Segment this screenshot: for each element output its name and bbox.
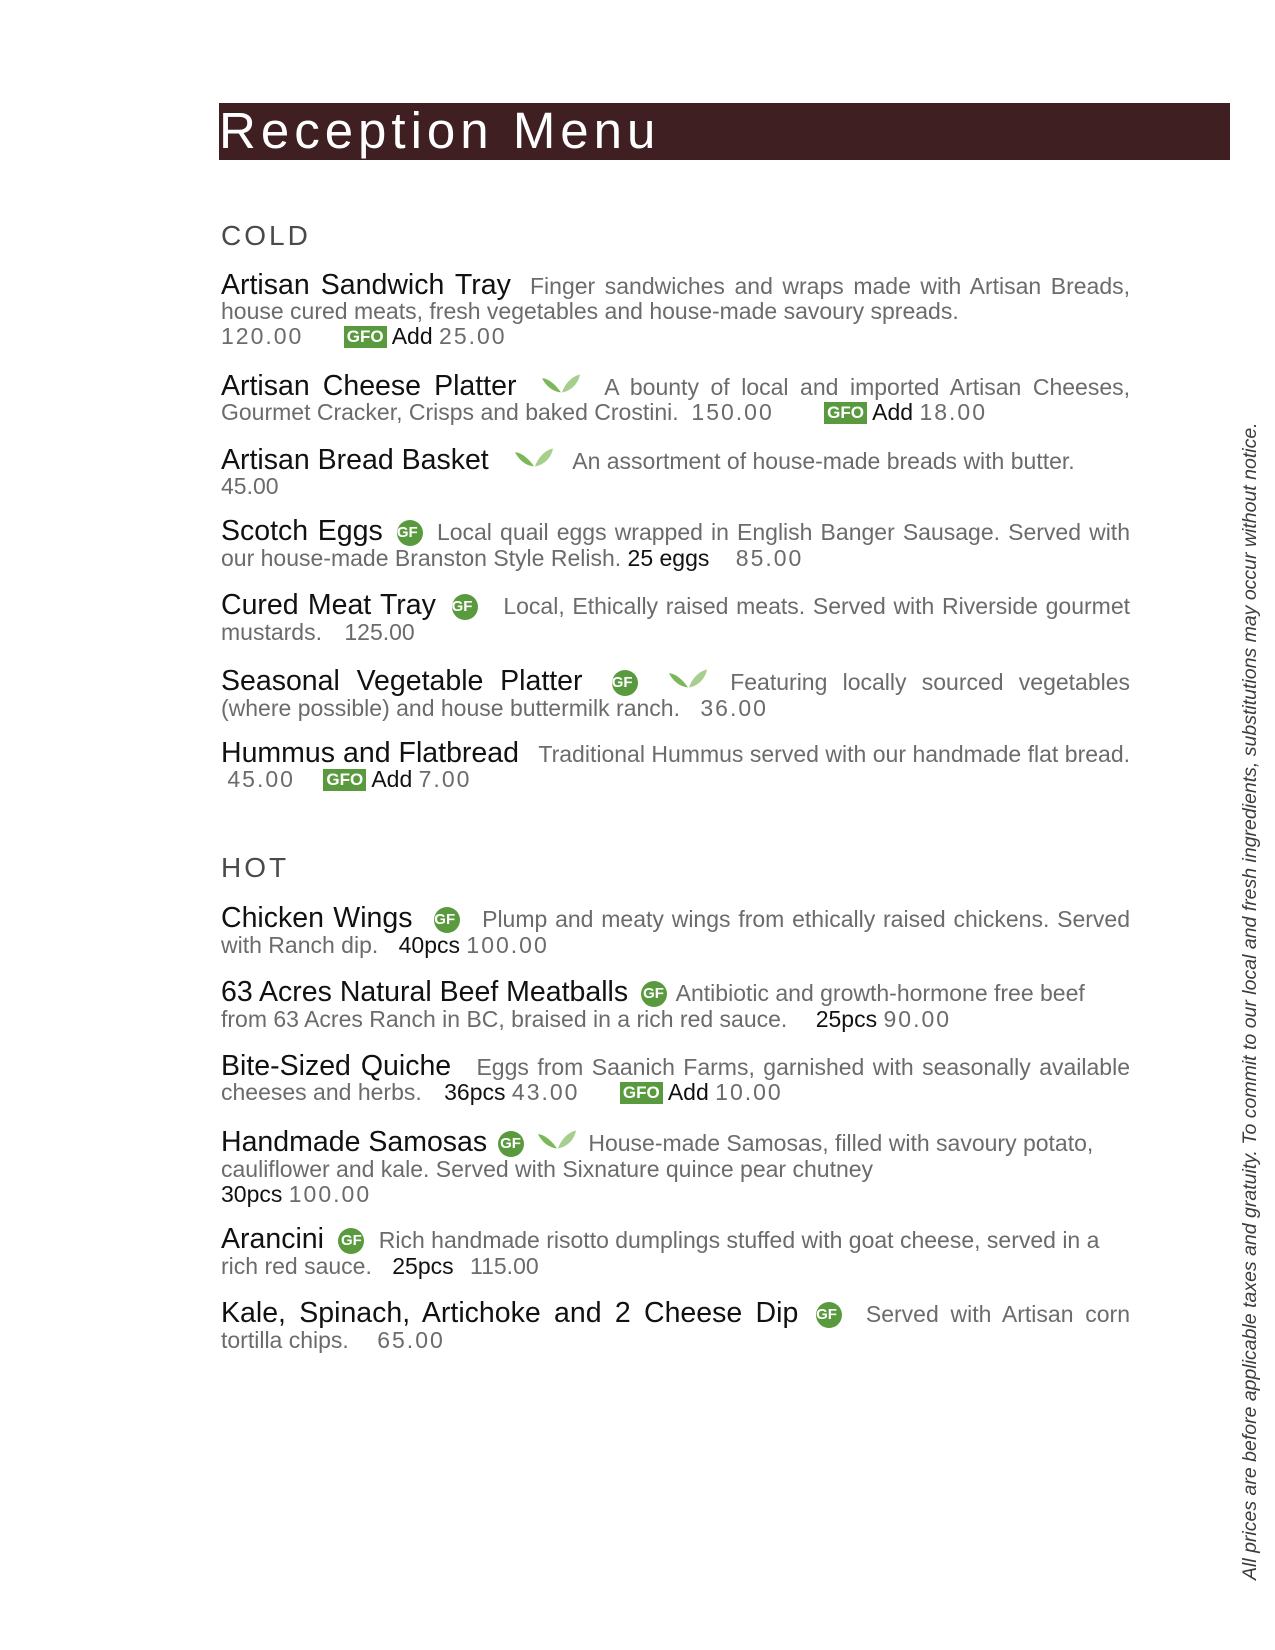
item-name: Scotch Eggs (221, 515, 383, 547)
item-price: 65.00 (377, 1327, 445, 1353)
item-description: Served with Artisan corn tortilla chips. (221, 1301, 1131, 1353)
addon-price: 25.00 (439, 323, 507, 349)
section-heading-cold: COLD (221, 220, 311, 251)
item-price: 115.00 (470, 1253, 539, 1279)
addon-label: Add (371, 766, 413, 792)
item-count: 40pcs (398, 932, 461, 958)
item-description: Antibiotic and growth-hormone free beef from 63 Acres Ranch in BC, braised in a rich red sauce. (221, 980, 1085, 1032)
leaf-icon (669, 667, 707, 689)
menu-item (221, 269, 1131, 349)
item-price: 100.00 (466, 932, 549, 958)
page-title: Reception Menu (219, 102, 661, 159)
menu-item (221, 902, 1131, 958)
item-price: 120.00 (221, 323, 304, 349)
item-name: Chicken Wings (221, 902, 413, 934)
item-description: An assortment of house-made breads with butter. (572, 448, 1075, 474)
item-price: 43.00 (511, 1079, 580, 1105)
item-description: Featuring locally sourced vegetables (where possible) and house buttermilk ranch. (221, 669, 1131, 721)
menu-item (221, 976, 1130, 1032)
item-count: 25pcs (392, 1253, 454, 1279)
item-name: Cured Meat Tray (221, 589, 436, 621)
item-name: Seasonal Vegetable Platter (221, 665, 583, 697)
menu-item (221, 589, 1131, 645)
gf-icon: GF (397, 520, 423, 546)
item-name: Artisan Cheese Platter (221, 370, 517, 402)
addon-label: Add (667, 1079, 709, 1105)
item-price: 100.00 (288, 1181, 372, 1207)
item-name: Handmade Samosas (221, 1126, 488, 1158)
item-name: Hummus and Flatbread (221, 737, 519, 769)
gfo-icon: GFO (344, 326, 387, 348)
item-name: Artisan Bread Basket (221, 444, 489, 476)
item-count: 25 eggs (627, 545, 710, 571)
gf-icon: GF (434, 907, 460, 933)
menu-item (221, 446, 1130, 499)
item-price: 45.00 (227, 766, 295, 792)
item-count: 30pcs (221, 1181, 283, 1207)
menu-item (221, 737, 1130, 792)
gf-icon: GF (452, 594, 478, 620)
gf-icon: GF (612, 670, 638, 696)
menu-item (221, 667, 1130, 721)
item-description: Finger sandwiches and wraps made with Artisan Breads, house cured meats, fresh vegetables and house-made savoury spreads. (221, 273, 1131, 324)
addon-price: 18.00 (919, 399, 988, 425)
menu-item (221, 515, 1130, 571)
item-count: 25pcs (815, 1006, 878, 1032)
item-name: Kale, Spinach, Artichoke and 2 Cheese Dip (221, 1297, 799, 1329)
item-price: 85.00 (735, 545, 804, 571)
item-description: Plump and meaty wings from ethically raised chickens. Served with Ranch dip. (221, 906, 1131, 958)
gfo-icon: GFO (620, 1082, 663, 1104)
item-price: 45.00 (221, 473, 279, 499)
item-price: 125.00 (344, 619, 415, 645)
addon-price: 10.00 (715, 1079, 783, 1105)
item-description: Local, Ethically raised meats. Served with Riverside gourmet mustards. (221, 593, 1131, 645)
item-description: Local quail eggs wrapped in English Banger Sausage. Served with our house-made Branston Style Relish. (221, 519, 1130, 571)
item-description: Rich handmade risotto dumplings stuffed with goat cheese, served in a rich red sauce. (221, 1227, 1100, 1279)
item-price: 36.00 (700, 695, 768, 721)
menu-item (221, 1128, 1130, 1207)
menu-item (221, 1223, 1130, 1279)
section-heading-hot: HOT (221, 852, 290, 883)
leaf-icon (515, 446, 553, 468)
item-name: Bite-Sized Quiche (221, 1050, 452, 1082)
leaf-icon (542, 372, 580, 394)
item-description: A bounty of local and imported Artisan Cheeses, Gourmet Cracker, Crisps and baked Crostini. (221, 374, 1131, 425)
addon-label: Add (391, 323, 433, 349)
item-name: 63 Acres Natural Beef Meatballs (221, 976, 629, 1008)
addon-price: 7.00 (418, 766, 472, 792)
gfo-icon: GFO (323, 769, 366, 791)
addon-label: Add (872, 399, 914, 425)
gf-icon: GF (816, 1302, 842, 1328)
item-price: 150.00 (691, 399, 774, 425)
item-name: Artisan Sandwich Tray (221, 269, 511, 301)
price-disclaimer: All prices are before applicable taxes and gratuity. To commit to our local and fresh ingredients, substitutions may occur without notice. (1239, 422, 1261, 1580)
gf-icon: GF (498, 1131, 524, 1157)
item-price: 90.00 (883, 1006, 952, 1032)
menu-item (221, 1050, 1130, 1105)
item-description: Traditional Hummus served with our handmade flat bread. (538, 741, 1130, 767)
item-description: House-made Samosas, filled with savoury potato, cauliflower and kale. Served with Sixnature quince pear chutney (221, 1130, 1094, 1182)
item-name: Arancini (221, 1223, 324, 1255)
menu-item (221, 372, 1130, 425)
menu-item (221, 1297, 1131, 1353)
leaf-icon (538, 1128, 576, 1150)
item-description: Eggs from Saanich Farms, garnished with seasonally available cheeses and herbs. (221, 1054, 1130, 1105)
item-count: 36pcs (444, 1079, 506, 1105)
gfo-icon: GFO (824, 402, 867, 424)
title-banner (219, 103, 1230, 160)
gf-icon: GF (641, 981, 667, 1007)
gf-icon: GF (338, 1228, 364, 1254)
